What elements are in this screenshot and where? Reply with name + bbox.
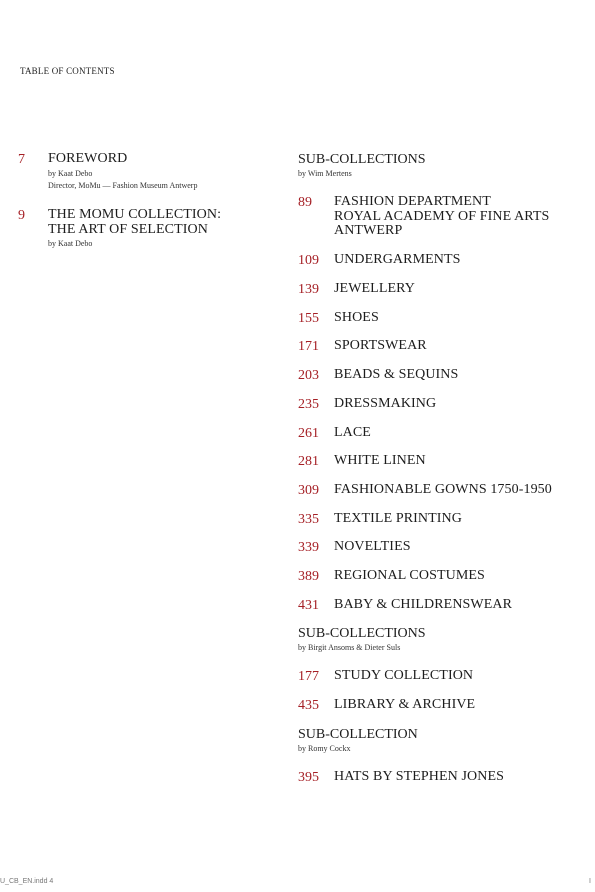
toc-entry-author: by Kaat Debo xyxy=(48,239,93,248)
toc-page-number: 395 xyxy=(298,770,319,785)
toc-entry-title: NOVELTIES xyxy=(334,539,411,554)
toc-entry-title: REGIONAL COSTUMES xyxy=(334,568,485,583)
section-heading: SUB-COLLECTIONS xyxy=(298,152,426,167)
toc-entry-author: by Kaat Debo xyxy=(48,168,93,178)
toc-page-number: 109 xyxy=(298,253,319,268)
section-heading: SUB-COLLECTION xyxy=(298,727,418,742)
toc-entry-title: THE MOMU COLLECTION: xyxy=(48,207,222,222)
toc-entry-title: DRESSMAKING xyxy=(334,396,437,411)
toc-entry-title: TEXTILE PRINTING xyxy=(334,511,462,526)
toc-page-number: 435 xyxy=(298,698,319,713)
toc-entry-title: BABY & CHILDRENSWEAR xyxy=(334,597,513,612)
toc-page-number: 177 xyxy=(298,669,319,684)
toc-entry-title: UNDERGARMENTS xyxy=(334,252,461,267)
crop-mark: I xyxy=(589,878,591,885)
toc-entry-title: FASHIONABLE GOWNS 1750-1950 xyxy=(334,482,552,497)
toc-entry-title: FASHION DEPARTMENT xyxy=(334,194,491,209)
toc-page-number: 261 xyxy=(298,426,319,441)
toc-page-number: 309 xyxy=(298,483,319,498)
toc-entry-title: SPORTSWEAR xyxy=(334,338,427,353)
toc-page-number: 339 xyxy=(298,540,319,555)
toc-page-number: 171 xyxy=(298,339,319,354)
toc-entry-title: HATS BY STEPHEN JONES xyxy=(334,769,504,784)
toc-page-number: 7 xyxy=(18,152,25,167)
toc-page-number: 389 xyxy=(298,569,319,584)
toc-entry-title: STUDY COLLECTION xyxy=(334,668,474,683)
toc-page-number: 431 xyxy=(298,598,319,613)
section-byline: by Romy Cockx xyxy=(298,744,351,753)
toc-entry-title: LIBRARY & ARCHIVE xyxy=(334,697,476,712)
toc-entry-title: ROYAL ACADEMY OF FINE ARTS xyxy=(334,208,550,224)
toc-entry-title: BEADS & SEQUINS xyxy=(334,367,459,382)
toc-entry-title: THE ART OF SELECTION xyxy=(48,221,208,237)
toc-page-number: 203 xyxy=(298,368,319,383)
toc-entry-role: Director, MoMu — Fashion Museum Antwerp xyxy=(48,181,198,190)
toc-entry-title: JEWELLERY xyxy=(334,281,415,296)
toc-entry-title: ANTWERP xyxy=(334,223,403,238)
section-byline: by Wim Mertens xyxy=(298,169,352,178)
toc-page-number: 281 xyxy=(298,454,319,469)
toc-page-number: 335 xyxy=(298,512,319,527)
toc-page-number: 139 xyxy=(298,282,319,297)
section-heading: SUB-COLLECTIONS xyxy=(298,626,426,641)
toc-entry-title: FOREWORD xyxy=(48,151,128,166)
toc-entry-title: LACE xyxy=(334,425,371,440)
toc-entry-title: WHITE LINEN xyxy=(334,453,426,468)
toc-entry-title: SHOES xyxy=(334,310,379,325)
toc-page-number: 155 xyxy=(298,311,319,326)
page-header: TABLE OF CONTENTS xyxy=(20,66,115,76)
toc-page-number: 9 xyxy=(18,208,25,223)
toc-page-number: 235 xyxy=(298,397,319,412)
print-slug: U_CB_EN.indd 4 xyxy=(0,878,54,885)
section-byline: by Birgit Ansoms & Dieter Suls xyxy=(298,643,401,652)
toc-page-number: 89 xyxy=(298,195,312,210)
